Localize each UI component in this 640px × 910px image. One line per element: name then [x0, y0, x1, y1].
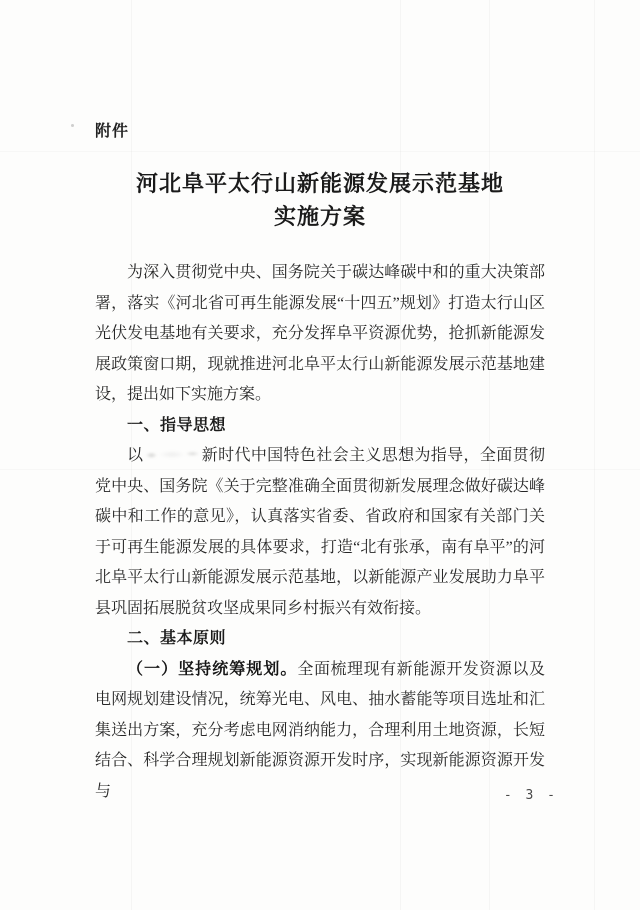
scan-artifact-line: [594, 0, 595, 910]
document-title: [75, 167, 565, 233]
scan-artifact-line: [400, 0, 401, 910]
scan-artifact-line: [0, 151, 640, 152]
page-number: - 3 -: [503, 788, 558, 803]
guiding-text-prefix: 以: [127, 447, 144, 464]
attachment-label: 附件: [95, 123, 130, 140]
scan-artifact-line: [489, 0, 490, 910]
guiding-text-suffix: 新时代中国特色社会主义思想为指导，全面贯彻党中央、国务院《关于完整准确全面贯彻新发展理念做好碳达峰碳中和工作的意见》，认真落实省委、省政府和国家有关部门关于可再生能源发展的具体要求，打造“北有张承，南有阜平”的河北阜平太行山新能源发展示范基地，以新能源产业发展助力阜平县巩固拓展脱贫攻坚成果同乡村振兴有效衔接。: [95, 447, 545, 617]
redacted-blur-patch: [145, 447, 199, 462]
document-body: [95, 258, 545, 807]
section-heading-guiding-ideology: 一、指导思想: [127, 416, 227, 434]
title-line-1: 河北阜平太行山新能源发展示范基地: [135, 171, 504, 196]
scan-speck: [71, 124, 74, 127]
section-heading-basic-principles: 二、基本原则: [127, 630, 227, 647]
scan-artifact-line: [131, 0, 132, 910]
title-line-2: 实施方案: [273, 204, 366, 229]
scan-artifact-line: [0, 469, 640, 470]
paragraph-intro: 为深入贯彻党中央、国务院关于碳达峰碳中和的重大决策部署，落实《河北省可再生能源发展“十四五”规划》打造太行山区光伏发电基地有关要求，充分发挥阜平资源优势，抢抓新能源发展政策窗口期，现就推进河北阜平太行山新能源发展示范基地建设，提出如下实施方案。: [95, 264, 545, 403]
principle-1-text: 全面梳理现有新能源开发资源以及电网规划建设情况，统筹光电、风电、抽水蓄能等项目选址和汇集送出方案，充分考虑电网消纳能力，合理利用土地资源，长短结合、科学合理规划新能源资源开发时序，实现新能源资源开发与: [95, 660, 545, 800]
principle-1-lead: （一）坚持统筹规划。: [127, 660, 298, 678]
paragraph-principle-1: [95, 655, 545, 808]
